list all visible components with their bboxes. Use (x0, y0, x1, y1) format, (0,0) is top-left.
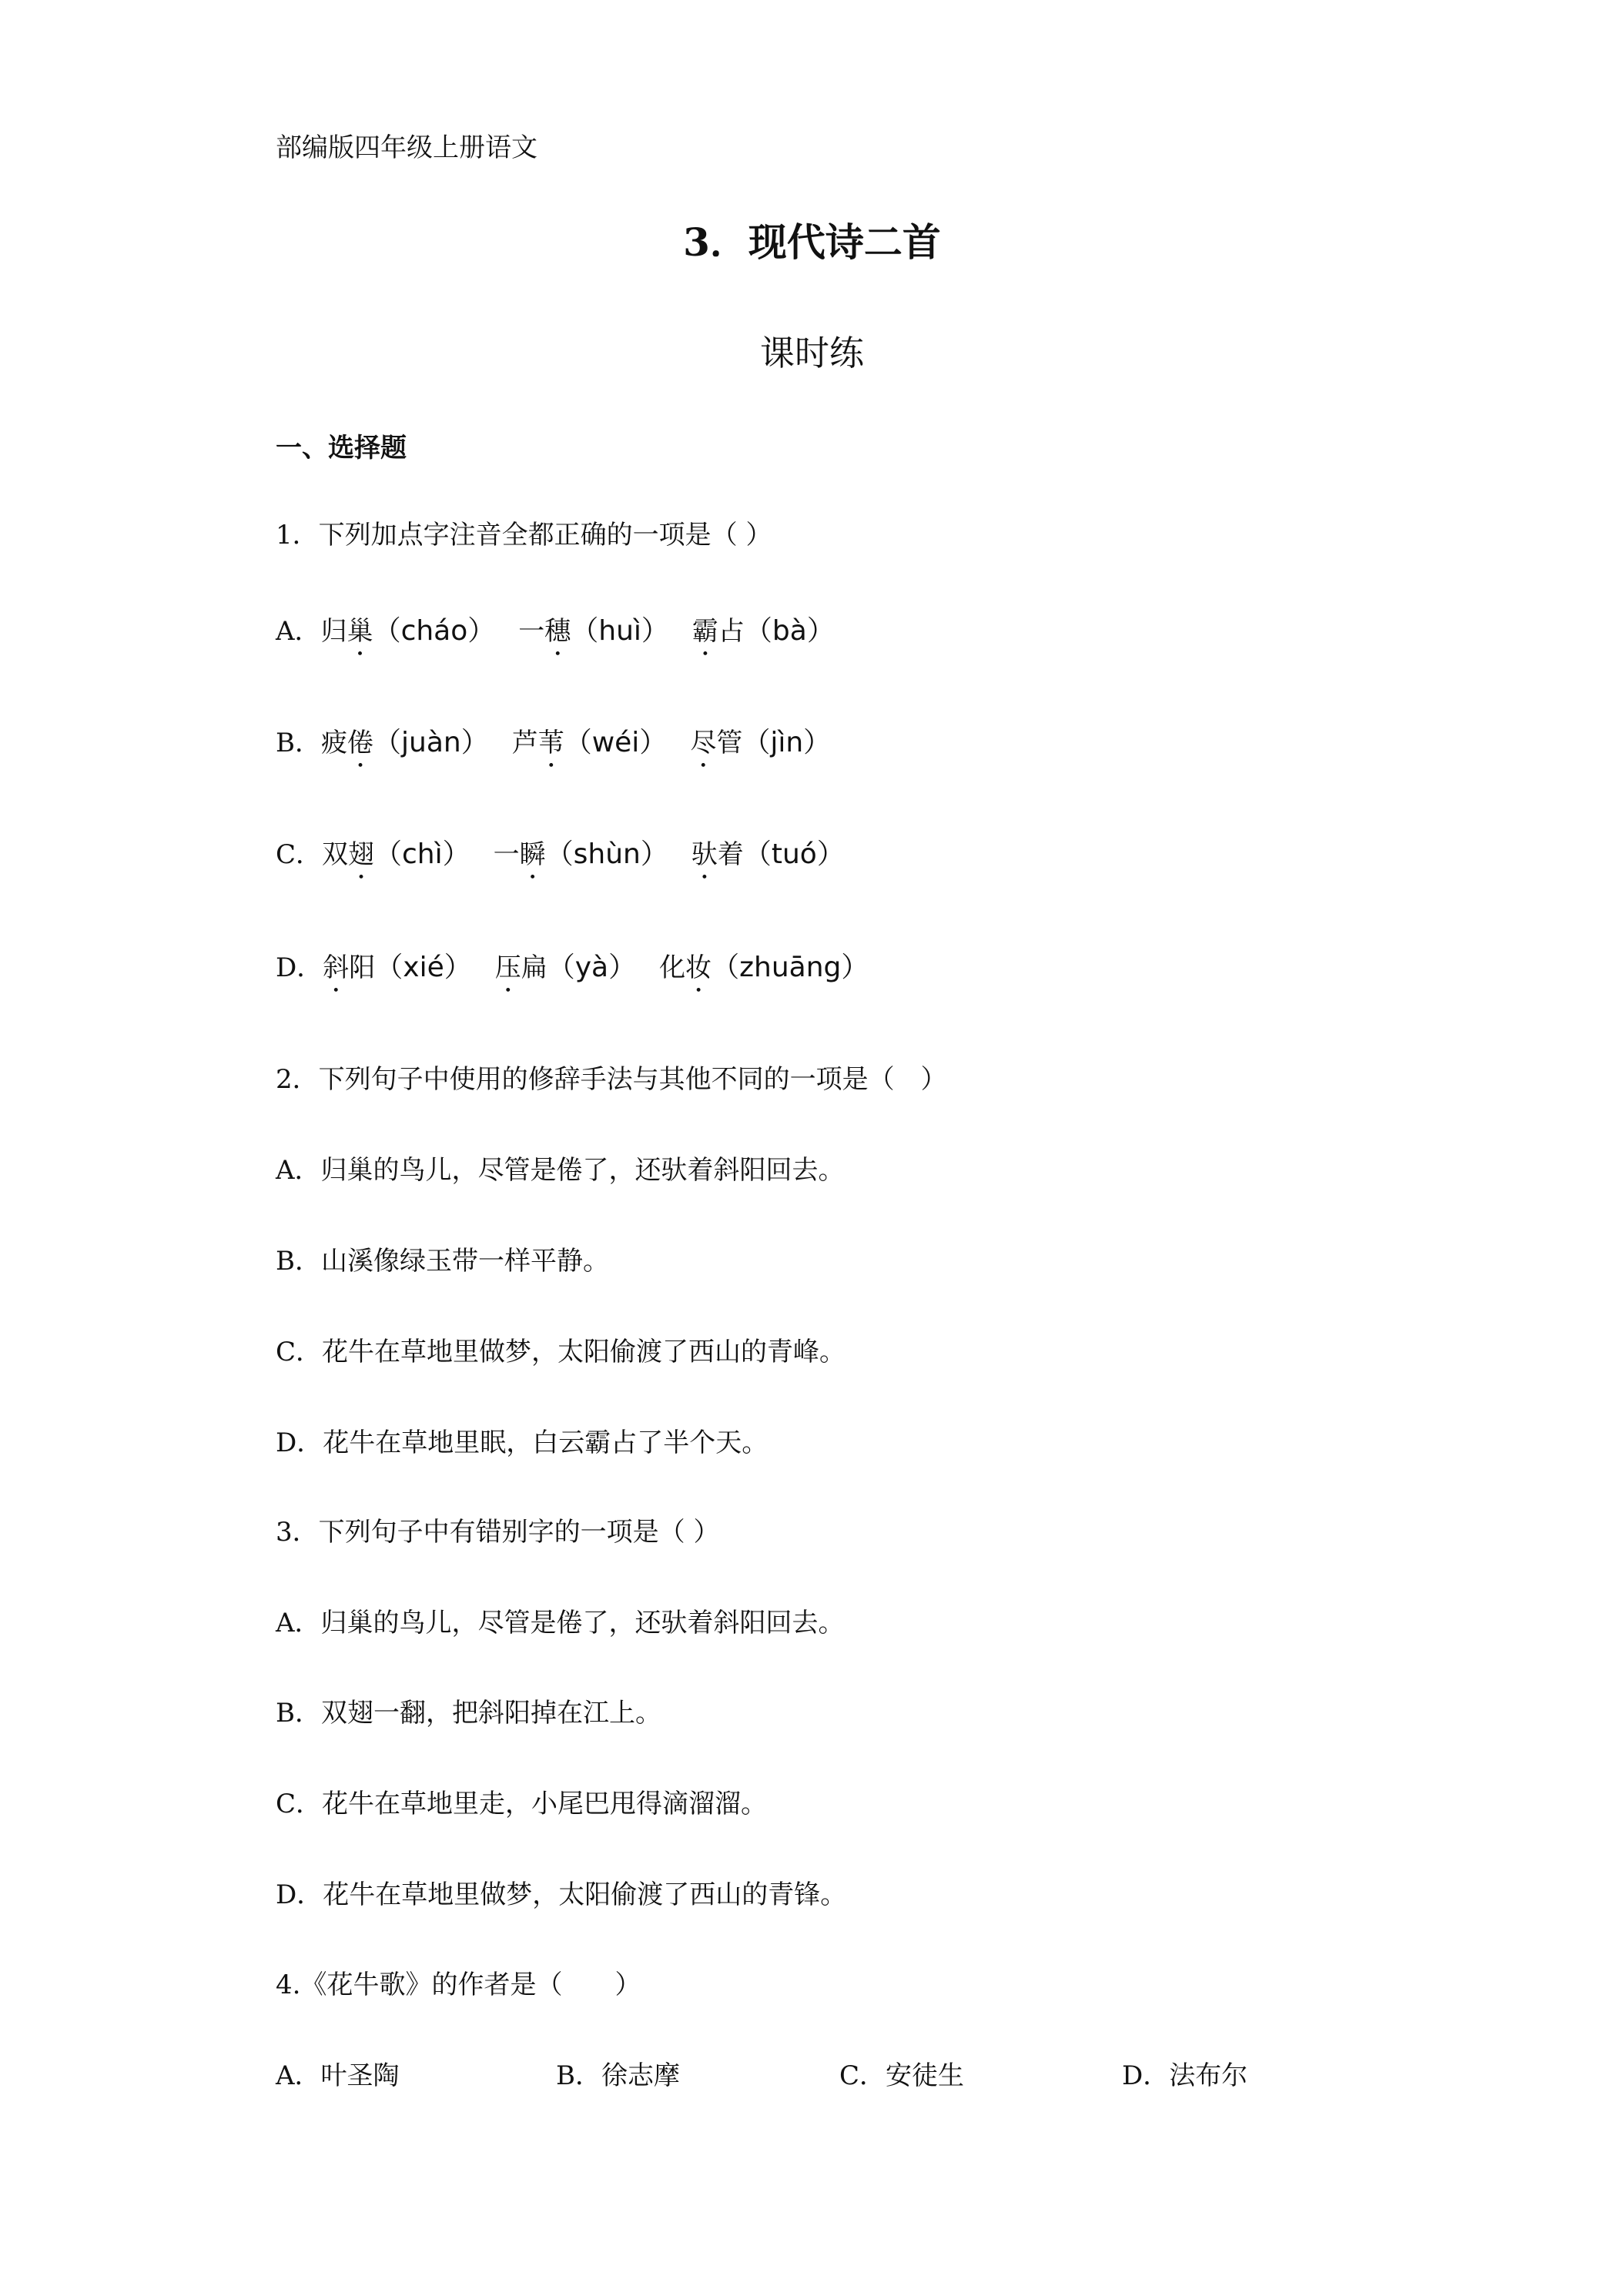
pinyin-item (518, 616, 669, 662)
question-1-stem: 1．下列加点字注音全都正确的一项是（ ） (276, 520, 772, 551)
dotted-char: 翅 (348, 839, 375, 870)
question-3-option-a: A．归巢的鸟儿，尽管是倦了，还驮着斜阳回去。 (276, 1608, 845, 1638)
pinyin: （wéi） (564, 727, 668, 758)
pinyin-item (321, 728, 489, 774)
pinyin: （cháo） (373, 615, 496, 647)
dotted-char: 压 (494, 952, 521, 983)
doc-header: 部编版四年级上册语文 (276, 132, 537, 163)
pinyin-item (692, 616, 835, 662)
pinyin-item (495, 952, 636, 999)
pinyin: （yà） (547, 952, 637, 983)
question-3-stem: 3．下列句子中有错别字的一项是（ ） (276, 1517, 720, 1548)
question-4-stem: 4.《花牛歌》的作者是（ ） (276, 1970, 641, 2000)
question-4-option-d: D．法布尔 (1122, 2060, 1248, 2091)
pinyin-item (512, 728, 668, 774)
pinyin: （tuó） (743, 838, 845, 870)
option-label: A． (276, 616, 321, 647)
word-char: 阳 (349, 952, 376, 983)
question-4-option-b: B．徐志摩 (556, 2060, 680, 2091)
pinyin: （zhuāng） (712, 952, 869, 983)
pinyin: （juàn） (373, 727, 489, 758)
page-subtitle: 课时练 (759, 333, 864, 373)
pinyin-item (690, 728, 831, 774)
word-char: 管 (716, 728, 743, 758)
question-2-option-a: A．归巢的鸟儿，尽管是倦了，还驮着斜阳回去。 (276, 1155, 845, 1186)
word-char: 占 (718, 616, 745, 647)
dotted-char: 妆 (685, 952, 712, 983)
word-char: 化 (659, 952, 686, 983)
word-char: 归 (320, 616, 347, 647)
question-2-option-c: C．花牛在草地里做梦，太阳偷渡了西山的青峰。 (276, 1337, 846, 1367)
pinyin-item (321, 616, 496, 662)
word-char: 芦 (511, 728, 538, 758)
word-char: 一 (493, 839, 520, 870)
question-3-option-d: D．花牛在草地里做梦，太阳偷渡了西山的青锋。 (276, 1879, 847, 1910)
option-label: D． (276, 952, 323, 983)
pinyin: （chì） (374, 838, 470, 870)
dotted-char: 霸 (691, 616, 718, 647)
dotted-char: 瞬 (519, 839, 546, 870)
pinyin: （xié） (375, 952, 472, 983)
question-4-option-c: C．安徒生 (839, 2060, 965, 2091)
pinyin: （bà） (744, 615, 835, 647)
pinyin: （shùn） (545, 838, 668, 870)
pinyin-item (659, 952, 869, 999)
question-2-stem: 2．下列句子中使用的修辞手法与其他不同的一项是（ ） (276, 1064, 947, 1095)
word-char: 双 (322, 839, 349, 870)
pinyin-item (691, 839, 845, 885)
question-3-option-c: C．花牛在草地里走，小尾巴甩得滴溜溜。 (276, 1789, 768, 1819)
question-2-option-d: D．花牛在草地里眠，白云霸占了半个天。 (276, 1427, 768, 1458)
page-title: 3．现代诗二首 (683, 219, 941, 265)
dotted-char: 驮 (691, 839, 718, 870)
word-char: 扁 (521, 952, 547, 983)
option-label: C． (276, 839, 323, 870)
option-label: B． (276, 728, 321, 758)
dotted-char: 苇 (537, 728, 564, 758)
question-2-option-b: B．山溪像绿玉带一样平静。 (276, 1246, 609, 1277)
word-char: 疲 (321, 728, 347, 758)
question-1-option-b (276, 728, 854, 774)
question-3-option-b: B．双翅一翻，把斜阳掉在江上。 (276, 1698, 661, 1729)
question-1-option-d (276, 952, 892, 999)
dotted-char: 斜 (323, 952, 350, 983)
word-char: 着 (717, 839, 744, 870)
pinyin-item (323, 952, 471, 999)
pinyin-item (322, 839, 470, 885)
word-char: 一 (518, 616, 545, 647)
dotted-char: 巢 (347, 616, 373, 647)
question-1-option-c (276, 839, 868, 885)
pinyin-item (494, 839, 668, 885)
pinyin: （huì） (571, 615, 669, 647)
question-1-option-a (276, 616, 858, 662)
dotted-char: 倦 (347, 728, 373, 758)
dotted-char: 尽 (690, 728, 717, 758)
pinyin: （jìn） (742, 727, 832, 758)
question-4-option-a: A．叶圣陶 (276, 2060, 400, 2091)
dotted-char: 穗 (544, 616, 571, 647)
section-heading: 一、选择题 (276, 433, 407, 464)
